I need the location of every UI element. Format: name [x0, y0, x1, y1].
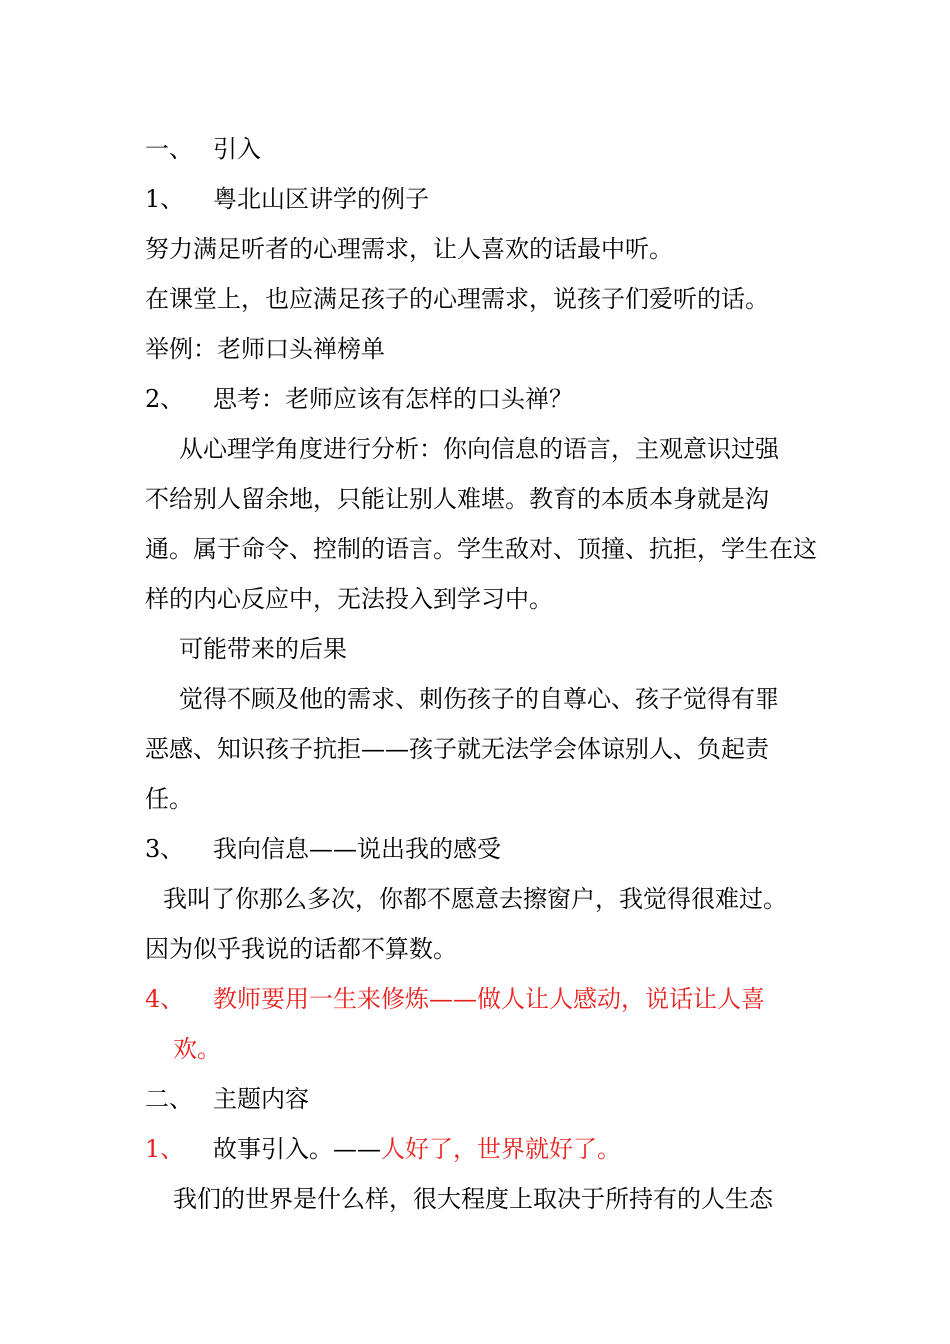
list-item-2 — [145, 374, 810, 424]
paragraph: 努力满足听者的心理需求，让人喜欢的话最中听。 — [145, 235, 673, 263]
document-body — [145, 124, 817, 1224]
item-text: 粤北山区讲学的例子 — [213, 185, 429, 213]
paragraph: 在课堂上，也应满足孩子的心理需求，说孩子们爱听的话。 — [145, 285, 769, 313]
paragraph-line: 不给别人留余地，只能让别人难堪。教育的本质本身就是沟 — [145, 485, 769, 513]
paragraph-line: 因为似乎我说的话都不算数。 — [145, 935, 457, 963]
paragraph-line: 样的内心反应中，无法投入到学习中。 — [145, 585, 553, 613]
item-number: 3、 — [145, 835, 185, 863]
item-number: 1、 — [145, 1135, 185, 1163]
item-number: 1、 — [145, 185, 185, 213]
section-number: 二、 — [145, 1085, 193, 1113]
list-item-4 — [145, 974, 810, 1024]
paragraph-line: 通。属于命令、控制的语言。学生敌对、顶撞、抗拒，学生在这 — [145, 535, 817, 563]
list-item-1 — [145, 174, 810, 224]
list-item-5 — [145, 1124, 810, 1174]
paragraph-line: 我们的世界是什么样，很大程度上取决于所持有的人生态 — [173, 1185, 773, 1213]
paragraph-line: 从心理学角度进行分析：你向信息的语言，主观意识过强 — [179, 435, 779, 463]
list-item-3 — [145, 824, 810, 874]
item-number: 2、 — [145, 385, 185, 413]
paragraph-line: 恶感、知识孩子抗拒——孩子就无法学会体谅别人、负起责 — [145, 735, 769, 763]
item-text: 我向信息——说出我的感受 — [213, 835, 501, 863]
section-title: 主题内容 — [213, 1085, 309, 1113]
section-title: 引入 — [213, 135, 261, 163]
item-text: 教师要用一生来修炼——做人让人感动，说话让人喜 — [213, 985, 765, 1013]
item-text: 故事引入。—— — [213, 1135, 381, 1163]
section-heading-main — [145, 1074, 810, 1124]
item-text-highlight: 人好了，世界就好了。 — [381, 1135, 621, 1163]
item-number: 4、 — [145, 985, 185, 1013]
paragraph: 可能带来的后果 — [179, 635, 347, 663]
list-item-4-continuation: 欢。 — [173, 1035, 221, 1063]
section-number: 一、 — [145, 135, 193, 163]
paragraph-line: 觉得不顾及他的需求、刺伤孩子的自尊心、孩子觉得有罪 — [179, 685, 779, 713]
section-heading-intro — [145, 124, 810, 174]
paragraph: 举例：老师口头禅榜单 — [145, 335, 385, 363]
paragraph-line: 我叫了你那么多次，你都不愿意去擦窗户，我觉得很难过。 — [163, 885, 787, 913]
item-text: 思考：老师应该有怎样的口头禅？ — [213, 385, 573, 413]
paragraph-line: 任。 — [145, 785, 193, 813]
